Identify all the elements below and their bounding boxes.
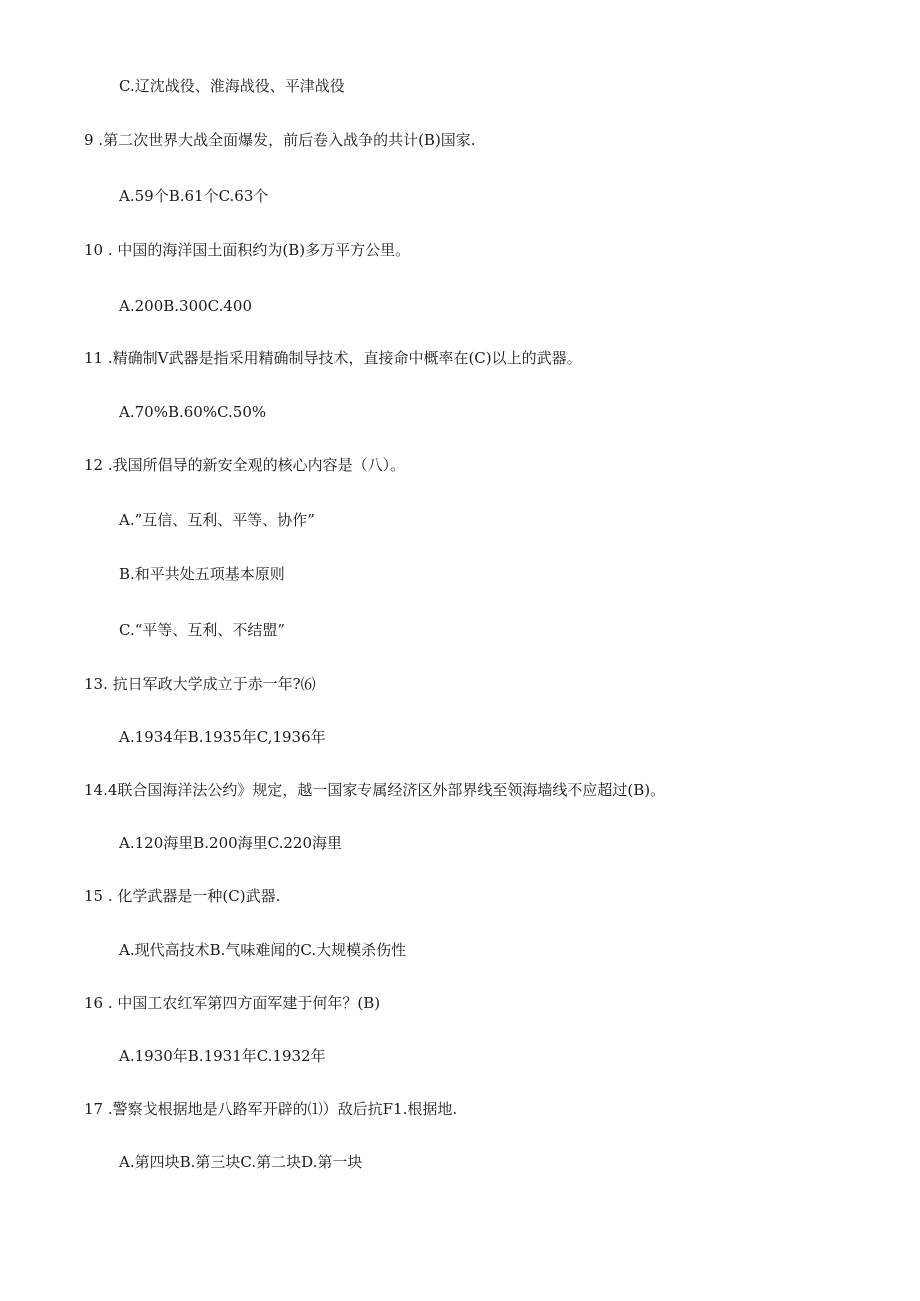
question-11: 11 .精确制V武器是指采用精确制导技术，直接命中概率在(C)以上的武器。: [84, 349, 582, 367]
question-9: 9 .第二次世界大战全面爆发，前后卷入战争的共计(B)国家.: [84, 131, 476, 149]
answer-options-q10: A.200B.300C.400: [119, 297, 252, 315]
question-17: 17 .警察戈根据地是八路军开辟的⑴）敌后抗F1.根据地.: [84, 1100, 458, 1118]
answer-option-a-q12: A.”互信、互利、平等、协作”: [119, 511, 315, 529]
answer-options-q16: A.1930年B.1931年C.1932年: [119, 1047, 326, 1065]
question-16: 16 . 中国工农红军第四方面军建于何年？(B): [84, 994, 381, 1012]
answer-options-q8: C.辽沈战役、淮海战役、平津战役: [119, 77, 345, 95]
answer-option-b-q12: B.和平共处五项基本原则: [119, 565, 285, 583]
question-12: 12 .我国所倡导的新安全观的核心内容是（八）。: [84, 456, 406, 474]
question-13: 13. 抗日军政大学成立于赤一年?⑹: [84, 675, 316, 693]
answer-option-c-q12: C.“平等、互利、不结盟”: [119, 621, 286, 639]
answer-options-q14: A.120海里B.200海里C.220海里: [119, 834, 342, 852]
question-14: 14.4联合国海洋法公约》规定，越一国家专属经济区外部界线至领海墙线不应超过(B)。: [84, 781, 666, 799]
question-10: 10 . 中国的海洋国土面积约为(B)多万平方公里。: [84, 241, 411, 259]
answer-options-q13: A.1934年B.1935年C,1936年: [119, 728, 326, 746]
answer-options-q9: A.59个B.61个C.63个: [119, 187, 269, 205]
answer-options-q17: A.第四块B.第三块C.第二块D.第一块: [119, 1153, 363, 1171]
answer-options-q11: A.70%B.60%C.50%: [119, 403, 267, 421]
answer-options-q15: A.现代高技术B.气味难闻的C.大规模杀伤性: [119, 941, 407, 959]
question-15: 15 . 化学武器是一种(C)武器.: [84, 887, 281, 905]
